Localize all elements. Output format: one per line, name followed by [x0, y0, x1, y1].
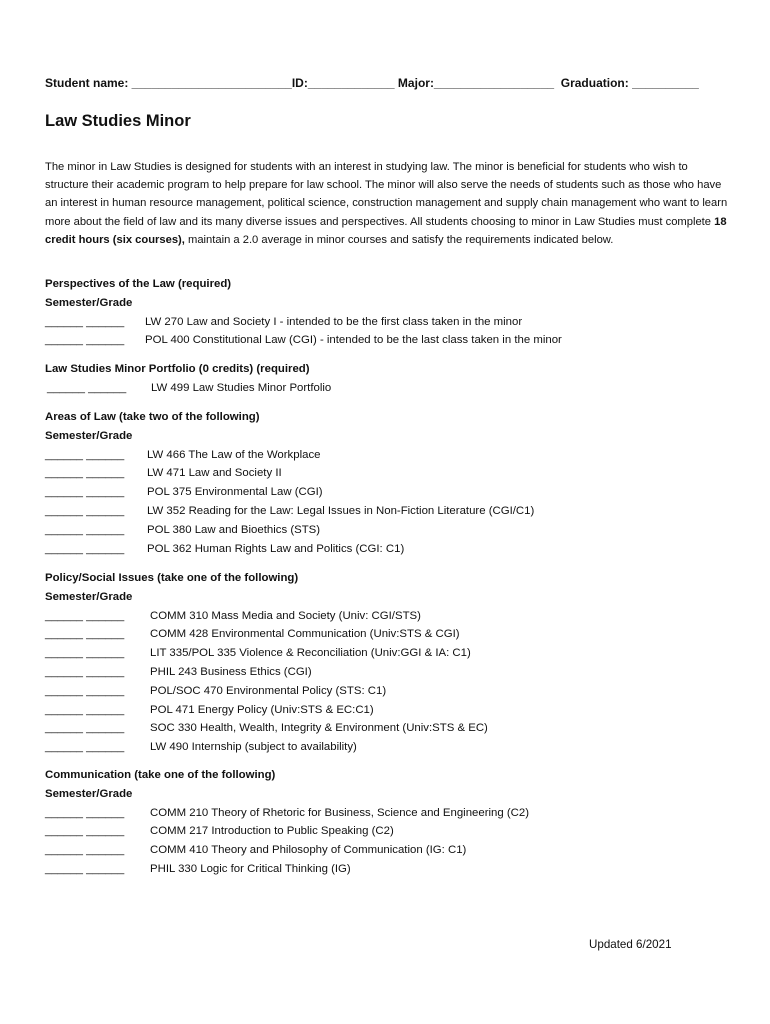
course-row	[45, 841, 735, 860]
course-name: COMM 428 Environmental Communication (Univ:STS & CGI)	[150, 628, 460, 641]
course-name: SOC 330 Health, Wealth, Integrity & Environment (Univ:STS & EC)	[150, 722, 488, 735]
intro-text: The minor in Law Studies is designed for students with an interest in studying law. The minor is beneficial for students who wish to structure their academic program to help prepare for law school. The minor will also serve the needs of students such as those who have an interest in human resource management, political science, construction management and supply chain management who want to learn more about the field of law and its many diverse issues and perspectives. All students choosing to minor in Law Studies must complete	[45, 161, 728, 228]
course-name: LIT 335/POL 335 Violence & Reconciliation (Univ:GGI & IA: C1)	[150, 647, 471, 660]
semester-grade-label: Semester/Grade	[45, 429, 133, 442]
grade-blank: ______ ______	[45, 542, 125, 555]
course-name: COMM 410 Theory and Philosophy of Communication (IG: C1)	[150, 844, 467, 857]
grade-blank: ______ ______	[45, 806, 125, 819]
course-row	[45, 379, 735, 398]
grade-blank: ______ ______	[45, 315, 125, 328]
section-title: Policy/Social Issues (take one of the following)	[45, 572, 299, 584]
section-portfolio	[45, 360, 735, 398]
course-row	[45, 719, 735, 738]
section-areas-of-law	[45, 408, 735, 558]
grade-blank: ______ ______	[45, 703, 125, 716]
grade-blank: ______ ______	[45, 504, 125, 517]
course-name: POL 400 Constitutional Law (CGI) - intended to be the last class taken in the minor	[145, 334, 562, 347]
course-name: COMM 310 Mass Media and Society (Univ: CGI/STS)	[150, 609, 421, 622]
course-row	[45, 822, 735, 841]
course-name: LW 499 Law Studies Minor Portfolio	[151, 381, 332, 394]
course-name: LW 270 Law and Society I - intended to be the first class taken in the minor	[145, 315, 523, 328]
grade-blank: ______ ______	[45, 741, 125, 754]
grade-blank: ______ ______	[45, 486, 125, 499]
semester-grade-label: Semester/Grade	[45, 787, 133, 800]
course-name: LW 466 The Law of the Workplace	[147, 448, 321, 461]
grade-blank: ______ ______	[45, 448, 125, 461]
course-row	[45, 502, 735, 521]
grade-blank: ______ ______	[45, 684, 125, 697]
course-row	[45, 804, 735, 823]
student-info-line: Student name: ________________________ID:_____________ Major:__________________ Graduation: __________	[45, 76, 699, 90]
course-row	[45, 607, 735, 626]
semester-grade-label: Semester/Grade	[45, 296, 133, 309]
course-name: LW 490 Internship (subject to availability)	[150, 741, 357, 754]
grade-blank: ______ ______	[45, 825, 125, 838]
grade-blank: ______ ______	[45, 467, 125, 480]
course-name: COMM 217 Introduction to Public Speaking (C2)	[150, 825, 394, 838]
course-name: LW 471 Law and Society II	[147, 467, 282, 480]
grade-blank: ______ ______	[45, 334, 125, 347]
intro-paragraph	[45, 158, 729, 249]
course-name: POL 471 Energy Policy (Univ:STS & EC:C1)	[150, 703, 374, 716]
grade-blank: ______ ______	[47, 381, 127, 394]
course-row	[45, 663, 735, 682]
course-name: POL 375 Environmental Law (CGI)	[147, 486, 323, 499]
section-perspectives	[45, 275, 735, 350]
updated-date: Updated 6/2021	[589, 938, 672, 951]
course-row	[45, 483, 735, 502]
course-name: PHIL 330 Logic for Critical Thinking (IG)	[150, 862, 351, 875]
grade-blank: ______ ______	[45, 665, 125, 678]
course-row	[45, 625, 735, 644]
course-row	[45, 738, 735, 757]
intro-credit-requirement: 18 credit hours (six courses),	[45, 215, 727, 246]
semester-grade-label: Semester/Grade	[45, 590, 133, 603]
section-policy-social-issues	[45, 569, 735, 757]
course-row	[45, 331, 735, 350]
course-row	[45, 446, 735, 465]
section-title: Perspectives of the Law (required)	[45, 278, 232, 290]
grade-blank: ______ ______	[45, 844, 125, 857]
course-name: PHIL 243 Business Ethics (CGI)	[150, 665, 312, 678]
section-communication	[45, 766, 735, 879]
course-row	[45, 540, 735, 559]
section-title: Communication (take one of the following)	[45, 769, 276, 781]
course-name: LW 352 Reading for the Law: Legal Issues in Non-Fiction Literature (CGI/C1)	[147, 504, 535, 517]
grade-blank: ______ ______	[45, 862, 125, 875]
course-row	[45, 521, 735, 540]
grade-blank: ______ ______	[45, 609, 125, 622]
grade-blank: ______ ______	[45, 523, 125, 536]
course-name: POL/SOC 470 Environmental Policy (STS: C1)	[150, 684, 387, 697]
section-title: Law Studies Minor Portfolio (0 credits) (required)	[45, 363, 310, 375]
course-row	[45, 860, 735, 879]
page-title: Law Studies Minor	[45, 112, 191, 130]
course-name: POL 362 Human Rights Law and Politics (CGI: C1)	[147, 542, 405, 555]
course-name: POL 380 Law and Bioethics (STS)	[147, 523, 321, 536]
course-row	[45, 644, 735, 663]
course-name: COMM 210 Theory of Rhetoric for Business, Science and Engineering (C2)	[150, 806, 530, 819]
intro-text-end: maintain a 2.0 average in minor courses and satisfy the requirements indicated below.	[184, 233, 614, 246]
grade-blank: ______ ______	[45, 647, 125, 660]
course-row	[45, 701, 735, 720]
course-row	[45, 464, 735, 483]
course-row	[45, 313, 735, 332]
grade-blank: ______ ______	[45, 628, 125, 641]
section-title: Areas of Law (take two of the following)	[45, 411, 260, 423]
grade-blank: ______ ______	[45, 722, 125, 735]
course-row	[45, 682, 735, 701]
